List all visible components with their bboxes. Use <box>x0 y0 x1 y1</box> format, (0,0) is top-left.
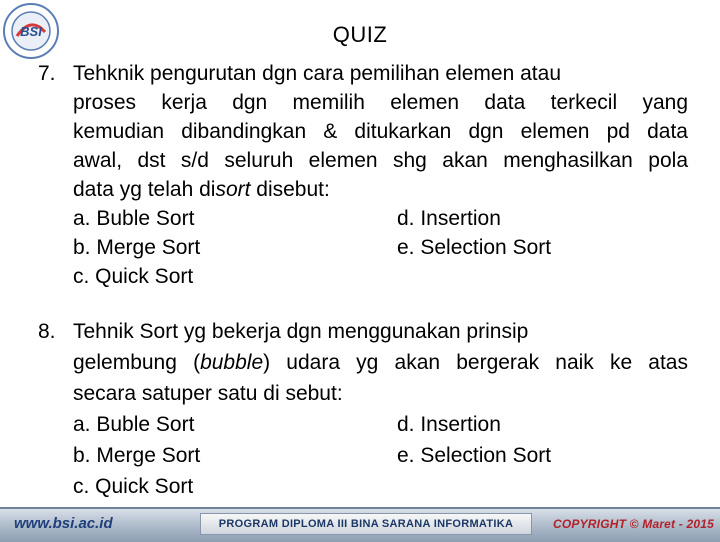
question-8-line-1: 8. Tehnik Sort yg bekerja dgn menggunakan prinsip <box>38 316 688 347</box>
question-8-options-row-3 <box>38 471 688 502</box>
question-8-options-row-1 <box>38 409 688 440</box>
question-7-line-5: data yg telah disort disebut: <box>73 178 330 201</box>
footer-copyright: COPYRIGHT © Maret - 2015 <box>553 517 715 531</box>
question-7-number: 7. <box>38 62 56 85</box>
question-8-line-2: gelembung (bubble) udara yg akan bergerak naik ke atas <box>73 351 688 374</box>
question-7-option-c[interactable]: c. Quick Sort <box>73 265 194 288</box>
question-7-options-row-1 <box>38 204 688 233</box>
question-7-option-e[interactable]: e. Selection Sort <box>397 236 552 259</box>
question-7-options-row-2 <box>38 233 688 262</box>
question-8-option-e[interactable]: e. Selection Sort <box>397 444 552 467</box>
question-7-option-a[interactable]: a. Buble Sort <box>73 207 195 230</box>
question-7-line-4: awal, dst s/d seluruh elemen shg akan menghasilkan pola <box>73 149 688 172</box>
question-8-option-b[interactable]: b. Merge Sort <box>73 444 201 467</box>
footer-program-banner: PROGRAM DIPLOMA III BINA SARANA INFORMATIKA <box>200 513 532 535</box>
question-8-option-c[interactable]: c. Quick Sort <box>73 475 194 498</box>
footer-bar <box>0 507 720 542</box>
question-8 <box>38 316 688 502</box>
question-8-option-d[interactable]: d. Insertion <box>397 413 501 436</box>
question-7-line-1: 7. Tehknik pengurutan dgn cara pemilihan elemen atau <box>38 59 688 88</box>
question-7-options-row-3 <box>38 262 688 291</box>
page-title: QUIZ <box>332 22 388 47</box>
question-7 <box>38 59 688 291</box>
question-7-line-2: proses kerja dgn memilih elemen data terkecil yang <box>73 91 688 114</box>
question-8-options-row-2 <box>38 440 688 471</box>
footer-url-link[interactable]: www.bsi.ac.id <box>14 515 113 532</box>
question-7-option-b[interactable]: b. Merge Sort <box>73 236 201 259</box>
question-8-line-3: secara satuper satu di sebut: <box>73 382 343 405</box>
question-8-option-a[interactable]: a. Buble Sort <box>73 413 195 436</box>
question-8-number: 8. <box>38 320 56 343</box>
question-7-line-3: kemudian dibandingkan & ditukarkan dgn elemen pd data <box>73 120 688 143</box>
logo-text: BSI <box>20 24 42 39</box>
question-7-option-d[interactable]: d. Insertion <box>397 207 501 230</box>
